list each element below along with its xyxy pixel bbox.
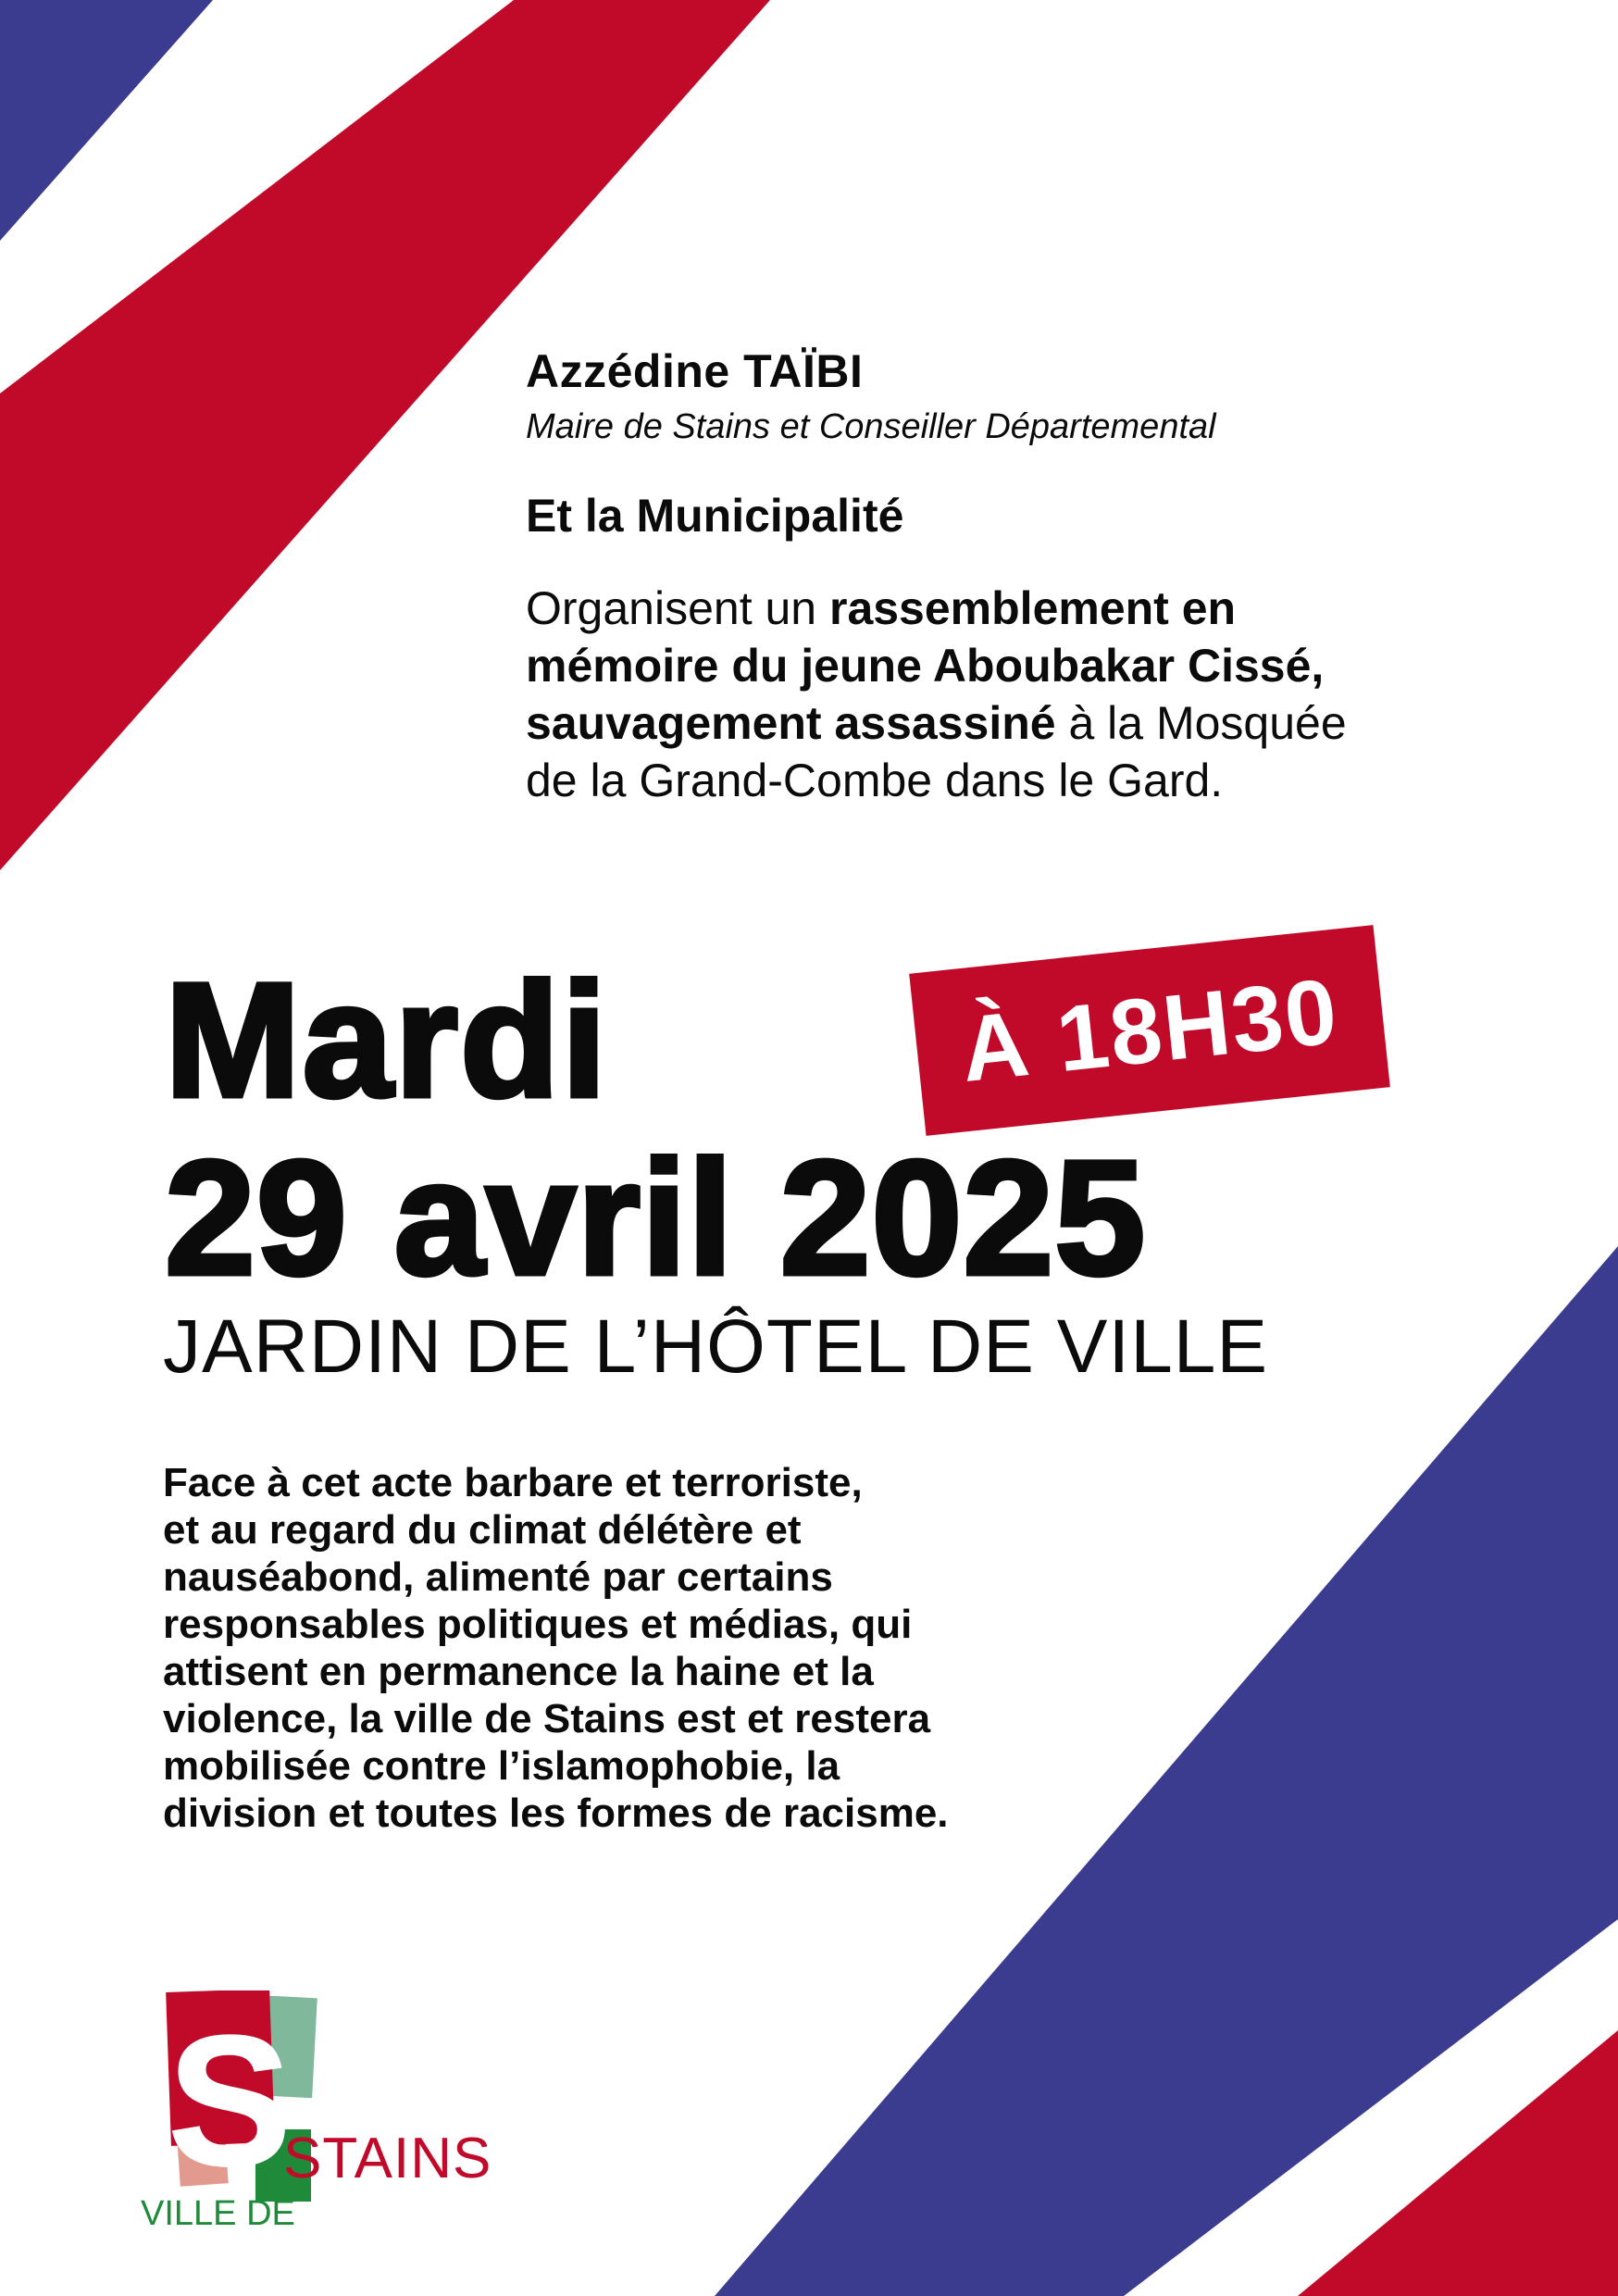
intro-text: Organisent un: [526, 582, 829, 634]
intro-line: [526, 694, 1544, 752]
statement-line: mobilisée contre l’islamophobie, la: [163, 1743, 840, 1789]
organizer-role: Maire de Stains et Conseiller Départemental: [526, 407, 1216, 446]
statement-line: et au regard du climat délétère et: [163, 1507, 802, 1553]
organizer-name: Azzédine TAÏBI: [526, 345, 864, 397]
statement-line: division et toutes les formes de racisme.: [163, 1791, 949, 1836]
statement-line: responsables politiques et médias, qui: [163, 1602, 913, 1647]
statement-line: attisent en permanence la haine et la: [163, 1649, 874, 1694]
intro-line: [526, 580, 1544, 637]
event-day: Mardi: [165, 950, 609, 1131]
logo-wordmark: STAINS: [283, 2127, 492, 2190]
intro-text: à la Mosquée: [1055, 697, 1347, 749]
statement-line: nauséabond, alimenté par certains: [163, 1554, 833, 1600]
intro-line: [526, 752, 1544, 809]
intro-emphasis: rassemblement en: [828, 582, 1237, 634]
intro-emphasis: mémoire du jeune Aboubakar Cissé,: [526, 640, 1325, 692]
event-date: 29 avril 2025: [165, 1128, 1147, 1309]
intro-paragraph: [526, 580, 1544, 809]
logo-prefix: VILLE DE: [141, 2194, 295, 2233]
statement-paragraph: [163, 1459, 1181, 1837]
event-venue: JARDIN DE L’HÔTEL DE VILLE: [163, 1304, 1269, 1389]
statement-line: violence, la ville de Stains est et restera: [163, 1696, 931, 1741]
top-blue-stripe: [0, 0, 213, 241]
statement-line: Face à cet acte barbare et terroriste,: [163, 1460, 863, 1505]
logo-letter: S: [168, 1998, 292, 2204]
co-organizer: Et la Municipalité: [526, 490, 904, 542]
intro-emphasis: sauvagement assassiné: [526, 697, 1056, 749]
intro-text: de la Grand-Combe dans le Gard.: [526, 755, 1224, 806]
event-time-badge: À 18H30: [909, 925, 1390, 1136]
intro-line: [526, 637, 1544, 694]
